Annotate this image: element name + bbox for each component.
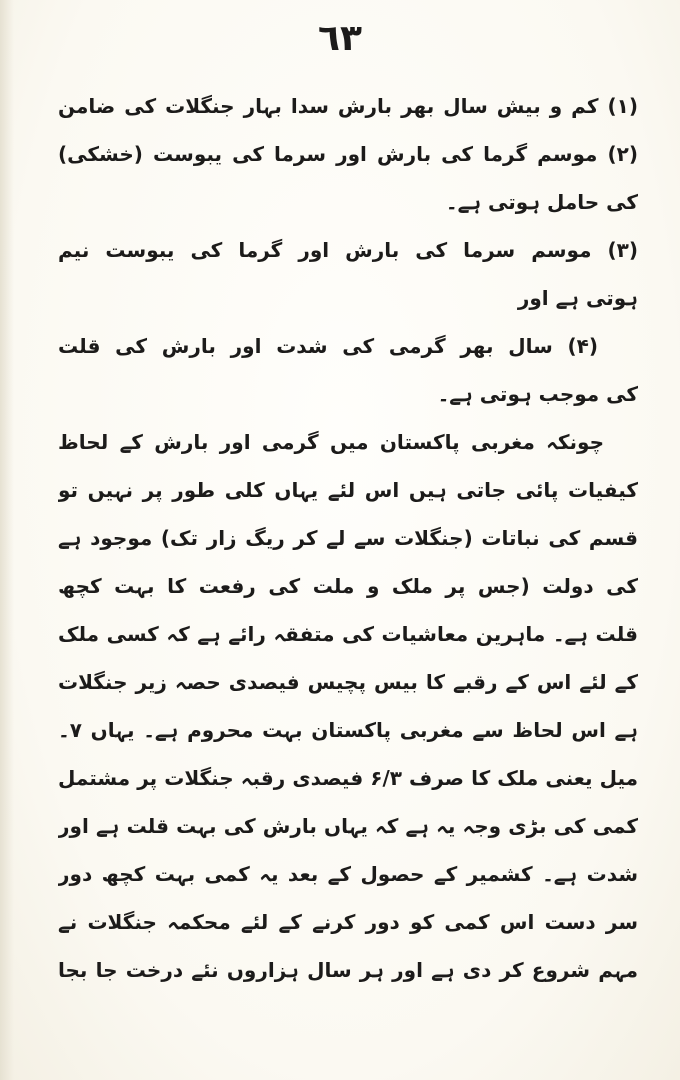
text-line: کیفیات پائی جاتی ہیں اس لئے یہاں کلی طور پر نہیں تو bbox=[58, 478, 638, 502]
page-number: ٦٣ bbox=[318, 18, 362, 59]
text-line: شدت ہے۔ کشمیر کے حصول کے بعد یہ کمی بہت کچھ دور bbox=[58, 862, 638, 886]
text-line: کی دولت (جس پر ملک و ملت کی رفعت کا بہت کچھ bbox=[58, 574, 638, 598]
text-line: کمی کی بڑی وجہ یہ ہے کہ یہاں بارش کی بہت قلت ہے اور bbox=[58, 814, 638, 838]
text-line: سر دست اس کمی کو دور کرنے کے لئے محکمہ جنگلات نے bbox=[58, 910, 638, 934]
page-body bbox=[58, 82, 638, 994]
binding-shadow bbox=[0, 0, 14, 1080]
text-line: کی موجب ہوتی ہے۔ bbox=[437, 382, 638, 406]
text-line: ہے اس لحاظ سے مغربی پاکستان بہت محروم ہے۔ یہاں ۷۔ bbox=[58, 718, 638, 742]
text-line: ہوتی ہے اور bbox=[517, 286, 638, 310]
text-line: (۴) سال بھر گرمی کی شدت اور بارش کی قلت bbox=[58, 334, 598, 358]
text-line: کے لئے اس کے رقبے کا بیس پچیس فیصدی حصہ زیر جنگلات bbox=[58, 670, 638, 694]
text-line: قسم کی نباتات (جنگلات سے لے کر ریگ زار تک) موجود ہے bbox=[58, 526, 638, 550]
text-line: مہم شروع کر دی ہے اور ہر سال ہزاروں نئے درخت جا بجا bbox=[58, 958, 638, 982]
text-line: قلت ہے۔ ماہرین معاشیات کی متفقہ رائے ہے کہ کسی ملک bbox=[58, 622, 638, 646]
text-line: کی حامل ہوتی ہے۔ bbox=[445, 190, 638, 214]
text-line: (۳) موسم سرما کی بارش اور گرما کی یبوست نیم bbox=[58, 238, 638, 262]
text-line: میل یعنی ملک کا صرف ۶/۳ فیصدی رقبہ جنگلات پر مشتمل bbox=[58, 766, 638, 790]
text-line: چونکہ مغربی پاکستان میں گرمی اور بارش کے لحاظ bbox=[58, 430, 604, 454]
text-line: (۱) کم و بیش سال بھر بارش سدا بہار جنگلات کی ضامن bbox=[58, 94, 638, 118]
text-line: (۲) موسم گرما کی بارش اور سرما کی یبوست (خشکی) bbox=[58, 142, 638, 166]
